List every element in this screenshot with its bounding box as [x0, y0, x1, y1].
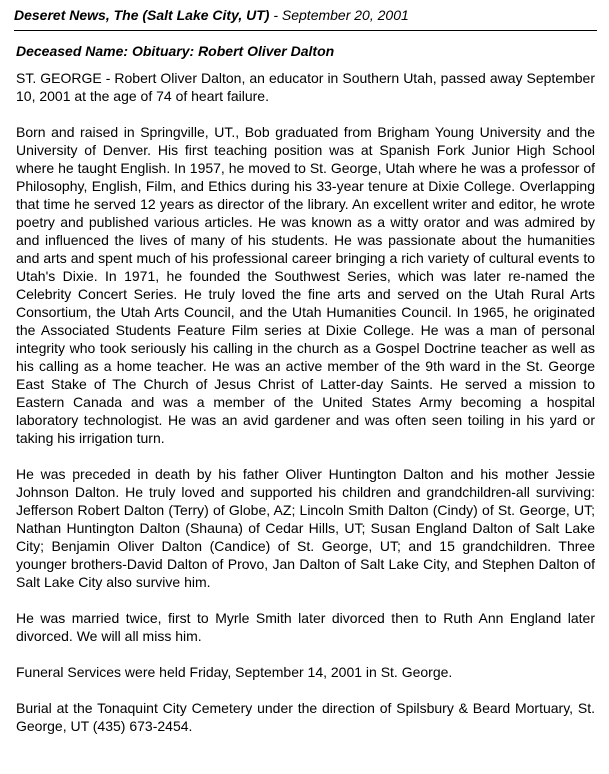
- publication-date: - September 20, 2001: [269, 7, 409, 23]
- paragraph-family: He was preceded in death by his father Oliver Huntington Dalton and his mother Jessie Johnson Dalton. He truly loved and supported his children and grandchildren-all surviving: Jefferson Robert Dalton (Terry) of Globe, AZ; Lincoln Smith Dalton (Cindy) of St. George, UT; Nathan Huntington Dalton (Shauna) of Cedar Hills, UT; Susan England Dalton of Salt Lake City; Benjamin Oliver Dalton (Candice) of St. George, UT; and 15 grandchildren. Three younger brothers-David Dalton of Provo, Jan Dalton of Salt Lake City, and Stephen Dalton of Salt Lake City also survive him.: [16, 466, 595, 590]
- paragraph-intro: ST. GEORGE - Robert Oliver Dalton, an educator in Southern Utah, passed away September 10, 2001 at the age of 74 of heart failure.: [16, 70, 595, 104]
- paragraph-burial: Burial at the Tonaquint City Cemetery under the direction of Spilsbury & Beard Mortuary, St. George, UT (435) 673-2454.: [16, 700, 595, 734]
- paragraph-marriage: He was married twice, first to Myrle Smith later divorced then to Ruth Ann England later divorced. We will all miss him.: [16, 610, 595, 644]
- paragraph-biography: Born and raised in Springville, UT., Bob graduated from Brigham Young University and the University of Denver. His first teaching position was at Spanish Fork Junior High School where he taught English. In 1957, he moved to St. George, Utah where he was a professor of Philosophy, English, Film, and Ethics during his 33-year tenure at Dixie College. Overlapping that time he served 12 years as director of the library. An excellent writer and editor, he wrote poetry and published various articles. He was known as a witty orator and was admired by and influenced the lives of many of his students. He was passionate about the humanities and arts and spent much of his professional career bringing a rich variety of cultural events to Utah's Dixie. In 1971, he founded the Southwest Series, which was later re-named the Celebrity Concert Series. He truly loved the fine arts and served on the Utah Rural Arts Consortium, the Utah Arts Council, and the Utah Humanities Council. In 1965, he originated the Associated Students Feature Film series at Dixie College. He was a man of personal integrity who took seriously his calling in the church as a Gospel Doctrine teacher as well as his calling as a home teacher. He was an active member of the 9th ward in the St. George East Stake of The Church of Jesus Christ of Latter-day Saints. He served a mission to Eastern Canada and was a member of the United States Army becoming a hospital laboratory technologist. He was an avid gardener and was often seen toiling in his yard or taking his irrigation turn.: [16, 124, 595, 446]
- deceased-name-heading: Deceased Name: Obituary: Robert Oliver Dalton: [16, 43, 335, 59]
- paragraph-funeral: Funeral Services were held Friday, September 14, 2001 in St. George.: [16, 664, 453, 680]
- publication-name: Deseret News, The (Salt Lake City, UT): [14, 7, 270, 23]
- masthead: [14, 0, 597, 31]
